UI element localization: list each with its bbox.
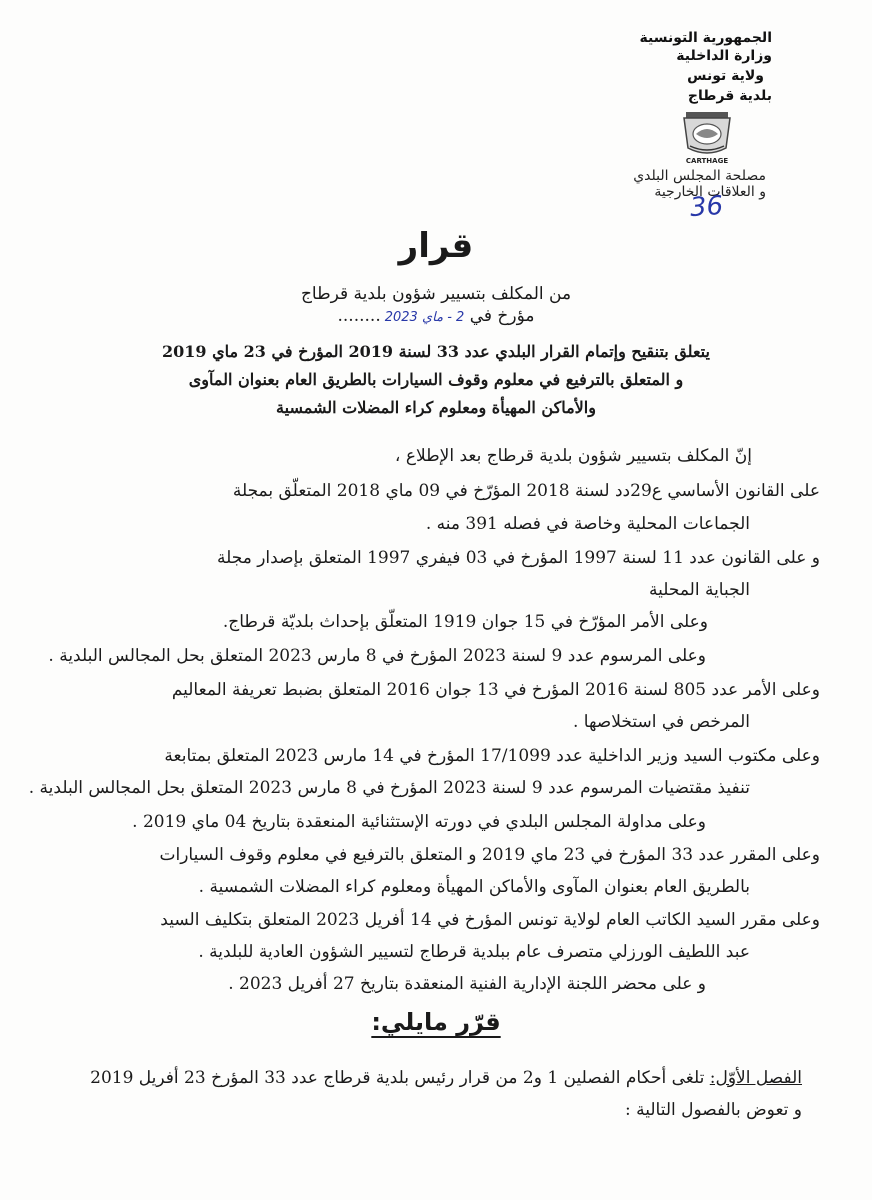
decision-heading: قرّر مايلي:: [371, 1008, 501, 1036]
body-line: الجباية المحلية: [648, 580, 750, 600]
body-line: وعلى مقرر السيد الكاتب العام لولاية تونس المؤرخ في 14 أفريل 2023 المتعلق بتكليف السيد: [160, 910, 820, 930]
header-republic: الجمهورية التونسية: [639, 30, 772, 46]
header-governorate: ولاية تونس: [687, 68, 764, 84]
body-line: على القانون الأساسي ع29دد لسنة 2018 المؤرّخ في 09 ماي 2018 المتعلّق بمجلة: [232, 481, 820, 501]
decree-title: قرار: [398, 226, 474, 266]
body-line: تنفيذ مقتضيات المرسوم عدد 9 لسنة 2023 المؤرخ في 8 مارس 2023 المتعلق بحل المجالس البلدية .: [28, 778, 750, 798]
body-line: وعلى الأمر عدد 805 لسنة 2016 المؤرخ في 13 جوان 2016 المتعلق بضبط تعريفة المعاليم: [171, 680, 820, 700]
subject-line-3: والأماكن المهيأة ومعلوم كراء المضلات الشمسية: [276, 398, 596, 417]
logo-caption: CARTHAGE: [685, 157, 729, 165]
subject-line-1: يتعلق بتنقيح وإتمام القرار البلدي عدد 33 لسنة 2019 المؤرخ في 23 ماي 2019: [162, 342, 710, 361]
body-line: المرخص في استخلاصها .: [572, 712, 750, 732]
dated-prefix: مؤرخ في: [469, 306, 535, 326]
body-line: عبد اللطيف الورزلي متصرف عام ببلدية قرطاج لتسيير الشؤون العادية للبلدية .: [198, 942, 750, 962]
body-line: وعلى مكتوب السيد وزير الداخلية عدد 17/1099 المؤرخ في 14 مارس 2023 المتعلق بمتابعة: [164, 746, 820, 766]
article-1-line-2: و تعوض بالفصول التالية :: [624, 1100, 802, 1120]
body-line: وعلى المرسوم عدد 9 لسنة 2023 المؤرخ في 8 مارس 2023 المتعلق بحل المجالس البلدية .: [48, 646, 706, 666]
dated-line: [0, 306, 872, 326]
article-1-label: الفصل الأوّل:: [709, 1068, 802, 1088]
body-line: بالطريق العام بعنوان المآوى والأماكن المهيأة ومعلوم كراء المضلات الشمسية .: [198, 877, 750, 897]
article-1-text: تلغى أحكام الفصلين 1 و2 من قرار رئيس بلدية قرطاج عدد 33 المؤرخ 23 أفريل 2019: [90, 1068, 705, 1088]
service-line-2: و العلاقات الخارجية: [654, 184, 766, 200]
carthage-logo-icon: [676, 108, 738, 166]
handwritten-number: 36: [688, 190, 725, 224]
header-municipality: بلدية قرطاج: [687, 88, 772, 104]
body-line: وعلى المقرر عدد 33 المؤرخ في 23 ماي 2019 و المتعلق بالترفيع في معلوم وقوف السيارات: [159, 845, 820, 865]
header-ministry: وزارة الداخلية: [676, 48, 772, 64]
subject-line-2: و المتعلق بالترفيع في معلوم وقوف السيارات بالطريق العام بعنوان المآوى: [188, 370, 684, 389]
body-line: و على القانون عدد 11 لسنة 1997 المؤرخ في 03 فيفري 1997 المتعلق بإصدار مجلة: [217, 548, 820, 568]
body-line: وعلى مداولة المجلس البلدي في دورته الإستثنائية المنعقدة بتاريخ 04 ماي 2019 .: [132, 812, 706, 832]
issuer-line: من المكلف بتسيير شؤون بلدية قرطاج: [300, 284, 572, 304]
service-line-1: مصلحة المجلس البلدي: [633, 168, 766, 184]
body-line: وعلى الأمر المؤرّخ في 15 جوان 1919 المتعلّق بإحداث بلديّة قرطاج.: [222, 612, 708, 632]
dated-handwritten: 2 - ماي 2023: [384, 310, 465, 325]
article-1-line: [90, 1068, 802, 1088]
body-line: إنّ المكلف بتسيير شؤون بلدية قرطاج بعد الإطلاع ،: [394, 446, 752, 466]
dated-dots: ........: [337, 306, 381, 326]
body-line: و على محضر اللجنة الإدارية الفنية المنعقدة بتاريخ 27 أفريل 2023 .: [228, 974, 706, 994]
body-line: الجماعات المحلية وخاصة في فصله 391 منه .: [425, 514, 750, 534]
